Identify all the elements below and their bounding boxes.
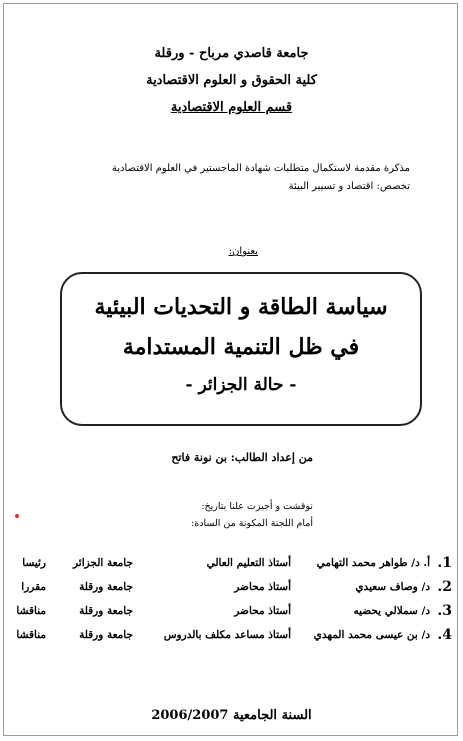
member-university: جامعة ورقلة <box>79 629 133 641</box>
member-number: 1. <box>437 555 452 571</box>
member-role: مناقشا <box>16 629 46 641</box>
specialty-line: تخصص: اقتصاد و تسيير البيئة <box>288 181 410 192</box>
committee-row <box>0 579 463 601</box>
title-box <box>60 272 422 426</box>
memo-line: مذكرة مقدمة لاستكمال متطلبات شهادة الماجستير في العلوم الاقتصادية <box>111 163 410 174</box>
faculty-name: كلية الحقوق و العلوم الاقتصادية <box>146 73 317 88</box>
red-dot-mark <box>15 514 19 518</box>
header <box>0 40 463 121</box>
title-line-1: سياسة الطاقة و التحديات البيئية <box>94 294 388 320</box>
committee-row <box>0 603 463 625</box>
title-line-2: في ظل التنمية المستدامة <box>122 334 360 360</box>
member-role: مقررا <box>21 581 46 593</box>
member-name: د/ سملالي يحضيه <box>353 605 430 617</box>
discussion-date: نوقشت و أجيزت علنا بتاريخ: <box>201 501 313 512</box>
member-university: جامعة الجزائر <box>73 557 133 569</box>
member-role: مناقشا <box>16 605 46 617</box>
department-name: قسم العلوم الاقتصادية <box>170 100 293 115</box>
member-name: د/ وصاف سعيدي <box>355 581 430 593</box>
member-rank: أستاذ مساعد مكلف بالدروس <box>163 629 291 641</box>
committee-row <box>0 627 463 649</box>
member-rank: أستاذ التعليم العالي <box>206 557 291 569</box>
member-university: جامعة ورقلة <box>79 605 133 617</box>
member-name: أ. د/ طواهر محمد التهامي <box>316 557 430 569</box>
member-number: 2. <box>437 579 452 595</box>
title-intro: بعنوان: <box>228 246 258 257</box>
memo-description <box>40 160 410 196</box>
member-number: 4. <box>437 627 452 643</box>
committee-intro: أمام اللجنة المكونة من السادة: <box>191 518 313 529</box>
university-name: جامعة قاصدي مرباح - ورقلة <box>154 46 309 61</box>
member-rank: أستاذ محاضر <box>234 605 291 617</box>
title-line-3: - حالة الجزائر - <box>185 375 297 395</box>
member-role: رئيسا <box>22 557 46 569</box>
member-rank: أستاذ محاضر <box>234 581 291 593</box>
member-name: د/ بن عيسى محمد المهدي <box>313 629 430 641</box>
member-number: 3. <box>437 603 452 619</box>
academic-year: السنة الجامعية 2006/2007 <box>151 708 312 723</box>
committee-row <box>0 555 463 577</box>
student-name: من إعداد الطالب: بن نونة فاتح <box>171 451 313 464</box>
member-university: جامعة ورقلة <box>79 581 133 593</box>
discussion-block <box>191 498 313 532</box>
